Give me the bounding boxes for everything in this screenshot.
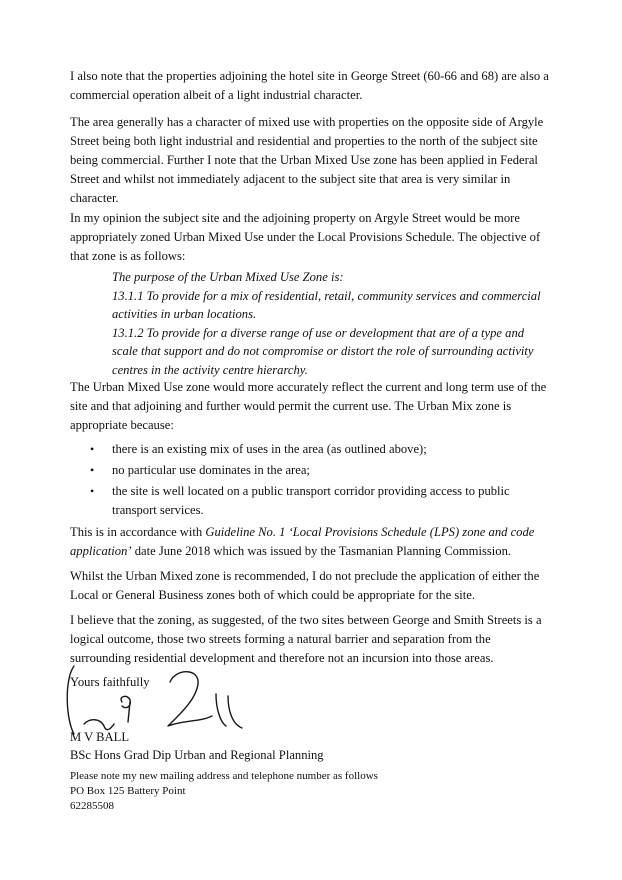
list-item: • there is an existing mix of uses in the area (as outlined above); bbox=[70, 440, 552, 459]
telephone-number: 62285508 bbox=[70, 800, 114, 812]
signatory-title: BSc Hons Grad Dip Urban and Regional Planning bbox=[70, 748, 324, 762]
zone-purpose-quote bbox=[112, 268, 552, 379]
list-item: • the site is well located on a public transport corridor providing access to public transport services. bbox=[90, 484, 510, 517]
bullet-icon: • bbox=[90, 442, 95, 456]
paragraph-guideline: This is in accordance with Guideline No. 1 ‘Local Provisions Schedule (LPS) zone and code application’ date June 2018 which was issued by the Tasmanian Planning Commission. bbox=[70, 525, 535, 558]
paragraph-other-zones: Whilst the Urban Mixed zone is recommended, I do not preclude the application of either the Local or General Business zones both of which could be appropriate for the site. bbox=[70, 569, 540, 602]
closing-salutation: Yours faithfully bbox=[70, 675, 150, 689]
guideline-title: Guideline No. 1 ‘Local Provisions Schedule (LPS) zone and code application’ bbox=[70, 525, 535, 558]
list-item: • no particular use dominates in the area; bbox=[70, 461, 552, 480]
quote-clause-13-1-2: 13.1.2 To provide for a diverse range of use or development that are of a type and scale that support and do not compromise or distort the role of surrounding activity centres in the activity centre hierarchy. bbox=[112, 325, 534, 377]
quote-heading: The purpose of the Urban Mixed Use Zone is: bbox=[112, 270, 344, 284]
paragraph-appropriate-zone: The Urban Mixed Use zone would more accurately reflect the current and long term use of the site and that adjoining and further would permit the current use. The Urban Mix zone is appropriate because: bbox=[70, 380, 547, 432]
signatory-name: M V BALL bbox=[70, 730, 130, 744]
mailing-address: PO Box 125 Battery Point bbox=[70, 785, 186, 797]
paragraph-conclusion: I believe that the zoning, as suggested, of the two sites between George and Smith Streets is a logical outcome, those two streets forming a natural barrier and separation from the surrounding residential development and therefore not an incursion into those areas. bbox=[70, 613, 542, 665]
reasons-list bbox=[70, 440, 552, 522]
paragraph-adjoining-properties: I also note that the properties adjoining the hotel site in George Street (60-66 and 68) are also a commercial operation albeit of a light industrial character. bbox=[70, 69, 549, 102]
paragraph-opinion: In my opinion the subject site and the adjoining property on Argyle Street would be more appropriately zoned Urban Mixed Use under the Local Provisions Schedule. The objective of that zone is as follows: bbox=[70, 211, 541, 263]
bullet-icon: • bbox=[90, 484, 95, 498]
bullet-icon: • bbox=[90, 463, 95, 477]
address-note: Please note my new mailing address and telephone number as follows bbox=[70, 770, 378, 782]
quote-clause-13-1-1: 13.1.1 To provide for a mix of residential, retail, community services and commercial activities in urban locations. bbox=[112, 288, 541, 321]
paragraph-area-character: The area generally has a character of mixed use with properties on the opposite side of Argyle Street being both light industrial and residential and properties to the north of the subject site being commercial. Further I note that the Urban Mixed Use zone has been applied in Federal Street and whilst not immediately adjacent to the subject site that area is very similar in character. bbox=[70, 115, 544, 205]
